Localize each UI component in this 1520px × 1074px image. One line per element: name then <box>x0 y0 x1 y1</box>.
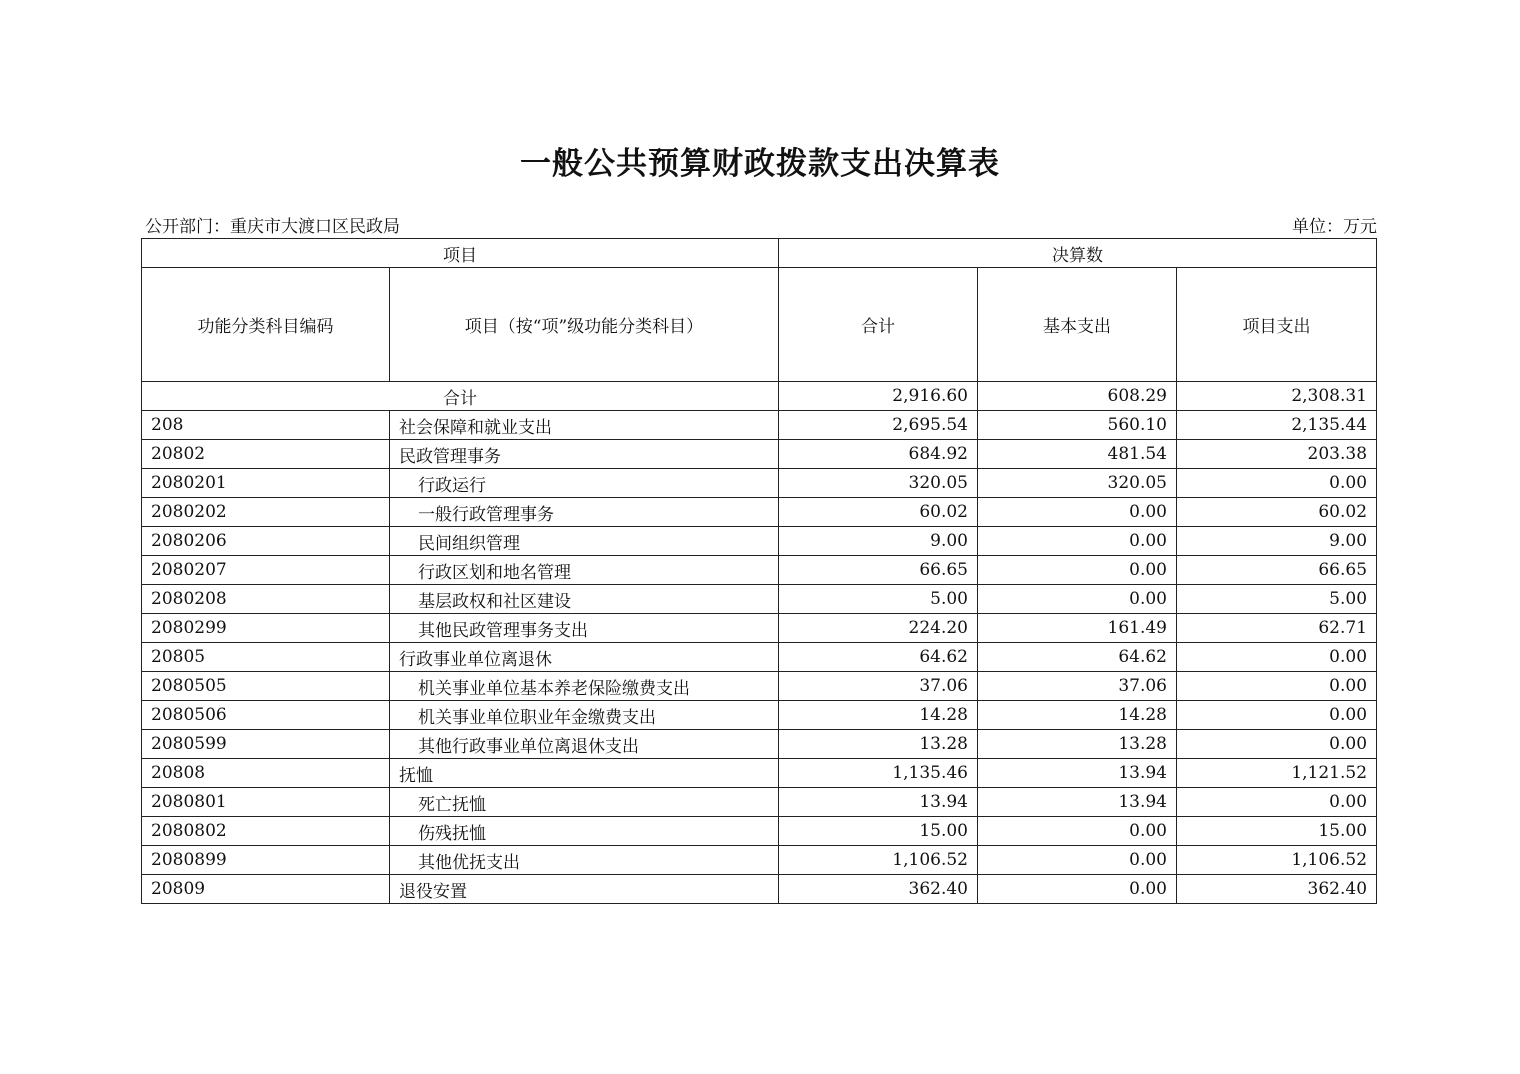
row-total: 1,106.52 <box>779 846 978 875</box>
row-project: 1,106.52 <box>1177 846 1377 875</box>
table-row <box>142 643 1377 672</box>
table-row <box>142 817 1377 846</box>
row-code: 208 <box>142 411 390 440</box>
row-code: 2080201 <box>142 469 390 498</box>
row-project: 0.00 <box>1177 469 1377 498</box>
row-total: 224.20 <box>779 614 978 643</box>
row-project: 0.00 <box>1177 643 1377 672</box>
row-basic: 320.05 <box>978 469 1177 498</box>
row-code: 2080206 <box>142 527 390 556</box>
row-basic: 0.00 <box>978 527 1177 556</box>
row-project: 203.38 <box>1177 440 1377 469</box>
row-code: 2080802 <box>142 817 390 846</box>
row-project: 2,135.44 <box>1177 411 1377 440</box>
row-project: 362.40 <box>1177 875 1377 904</box>
row-name: 行政事业单位离退休 <box>390 643 779 672</box>
row-name: 伤残抚恤 <box>390 817 779 846</box>
row-basic: 0.00 <box>978 556 1177 585</box>
row-basic: 560.10 <box>978 411 1177 440</box>
row-code: 2080899 <box>142 846 390 875</box>
row-basic: 0.00 <box>978 875 1177 904</box>
page-title: 一般公共预算财政拨款支出决算表 <box>520 146 1000 182</box>
row-project: 0.00 <box>1177 730 1377 759</box>
row-project: 60.02 <box>1177 498 1377 527</box>
table-row <box>142 672 1377 701</box>
row-code: 2080202 <box>142 498 390 527</box>
table-row <box>142 585 1377 614</box>
row-name: 其他优抚支出 <box>390 846 779 875</box>
row-name: 其他行政事业单位离退休支出 <box>390 730 779 759</box>
row-code: 20802 <box>142 440 390 469</box>
row-project: 15.00 <box>1177 817 1377 846</box>
row-code: 2080506 <box>142 701 390 730</box>
table-row <box>142 875 1377 904</box>
row-code: 20805 <box>142 643 390 672</box>
header-project-exp: 项目支出 <box>1177 268 1377 382</box>
table-row <box>142 469 1377 498</box>
row-total: 1,135.46 <box>779 759 978 788</box>
row-basic: 13.28 <box>978 730 1177 759</box>
header-row-bottom <box>142 268 1377 382</box>
row-basic: 64.62 <box>978 643 1177 672</box>
row-total: 13.28 <box>779 730 978 759</box>
table-row <box>142 788 1377 817</box>
row-basic: 0.00 <box>978 817 1177 846</box>
row-code: 20808 <box>142 759 390 788</box>
row-basic: 0.00 <box>978 498 1177 527</box>
row-total: 5.00 <box>779 585 978 614</box>
table-row <box>142 498 1377 527</box>
row-project: 0.00 <box>1177 788 1377 817</box>
department-label: 公开部门：重庆市大渡口区民政局 <box>145 217 400 237</box>
row-name: 抚恤 <box>390 759 779 788</box>
total-label: 合计 <box>142 382 779 411</box>
row-name: 机关事业单位基本养老保险缴费支出 <box>390 672 779 701</box>
row-name: 行政运行 <box>390 469 779 498</box>
header-total: 合计 <box>779 268 978 382</box>
row-name: 基层政权和社区建设 <box>390 585 779 614</box>
budget-table <box>141 238 1377 904</box>
total-basic: 608.29 <box>978 382 1177 411</box>
row-name: 民政管理事务 <box>390 440 779 469</box>
table-row <box>142 730 1377 759</box>
header-item-name: 项目（按“项”级功能分类科目） <box>390 268 779 382</box>
row-code: 2080505 <box>142 672 390 701</box>
table-row <box>142 556 1377 585</box>
row-basic: 13.94 <box>978 788 1177 817</box>
row-code: 20809 <box>142 875 390 904</box>
row-code: 2080207 <box>142 556 390 585</box>
table-row <box>142 846 1377 875</box>
row-name: 一般行政管理事务 <box>390 498 779 527</box>
row-code: 2080599 <box>142 730 390 759</box>
header-code: 功能分类科目编码 <box>142 268 390 382</box>
row-name: 退役安置 <box>390 875 779 904</box>
row-code: 2080299 <box>142 614 390 643</box>
row-name: 其他民政管理事务支出 <box>390 614 779 643</box>
row-total: 684.92 <box>779 440 978 469</box>
header-final-amount: 决算数 <box>779 239 1377 268</box>
table-row <box>142 411 1377 440</box>
row-basic: 161.49 <box>978 614 1177 643</box>
row-project: 9.00 <box>1177 527 1377 556</box>
header-project: 项目 <box>142 239 779 268</box>
table-row <box>142 614 1377 643</box>
report-meta <box>145 212 1377 237</box>
header-basic: 基本支出 <box>978 268 1177 382</box>
total-project: 2,308.31 <box>1177 382 1377 411</box>
row-name: 行政区划和地名管理 <box>390 556 779 585</box>
table-row <box>142 701 1377 730</box>
unit-label: 单位：万元 <box>1292 217 1377 237</box>
row-name: 死亡抚恤 <box>390 788 779 817</box>
row-name: 民间组织管理 <box>390 527 779 556</box>
total-row <box>142 382 1377 411</box>
row-basic: 481.54 <box>978 440 1177 469</box>
row-total: 14.28 <box>779 701 978 730</box>
row-total: 66.65 <box>779 556 978 585</box>
row-total: 9.00 <box>779 527 978 556</box>
total-total: 2,916.60 <box>779 382 978 411</box>
row-basic: 13.94 <box>978 759 1177 788</box>
row-basic: 37.06 <box>978 672 1177 701</box>
row-code: 2080801 <box>142 788 390 817</box>
row-project: 0.00 <box>1177 672 1377 701</box>
row-total: 37.06 <box>779 672 978 701</box>
header-row-top <box>142 239 1377 268</box>
row-total: 362.40 <box>779 875 978 904</box>
table-row <box>142 759 1377 788</box>
row-total: 60.02 <box>779 498 978 527</box>
row-code: 2080208 <box>142 585 390 614</box>
row-project: 0.00 <box>1177 701 1377 730</box>
row-total: 13.94 <box>779 788 978 817</box>
row-project: 66.65 <box>1177 556 1377 585</box>
table-row <box>142 527 1377 556</box>
row-project: 1,121.52 <box>1177 759 1377 788</box>
row-basic: 0.00 <box>978 585 1177 614</box>
row-project: 62.71 <box>1177 614 1377 643</box>
row-name: 机关事业单位职业年金缴费支出 <box>390 701 779 730</box>
row-total: 2,695.54 <box>779 411 978 440</box>
row-name: 社会保障和就业支出 <box>390 411 779 440</box>
row-total: 64.62 <box>779 643 978 672</box>
row-basic: 14.28 <box>978 701 1177 730</box>
row-total: 15.00 <box>779 817 978 846</box>
row-basic: 0.00 <box>978 846 1177 875</box>
table-row <box>142 440 1377 469</box>
row-project: 5.00 <box>1177 585 1377 614</box>
row-total: 320.05 <box>779 469 978 498</box>
